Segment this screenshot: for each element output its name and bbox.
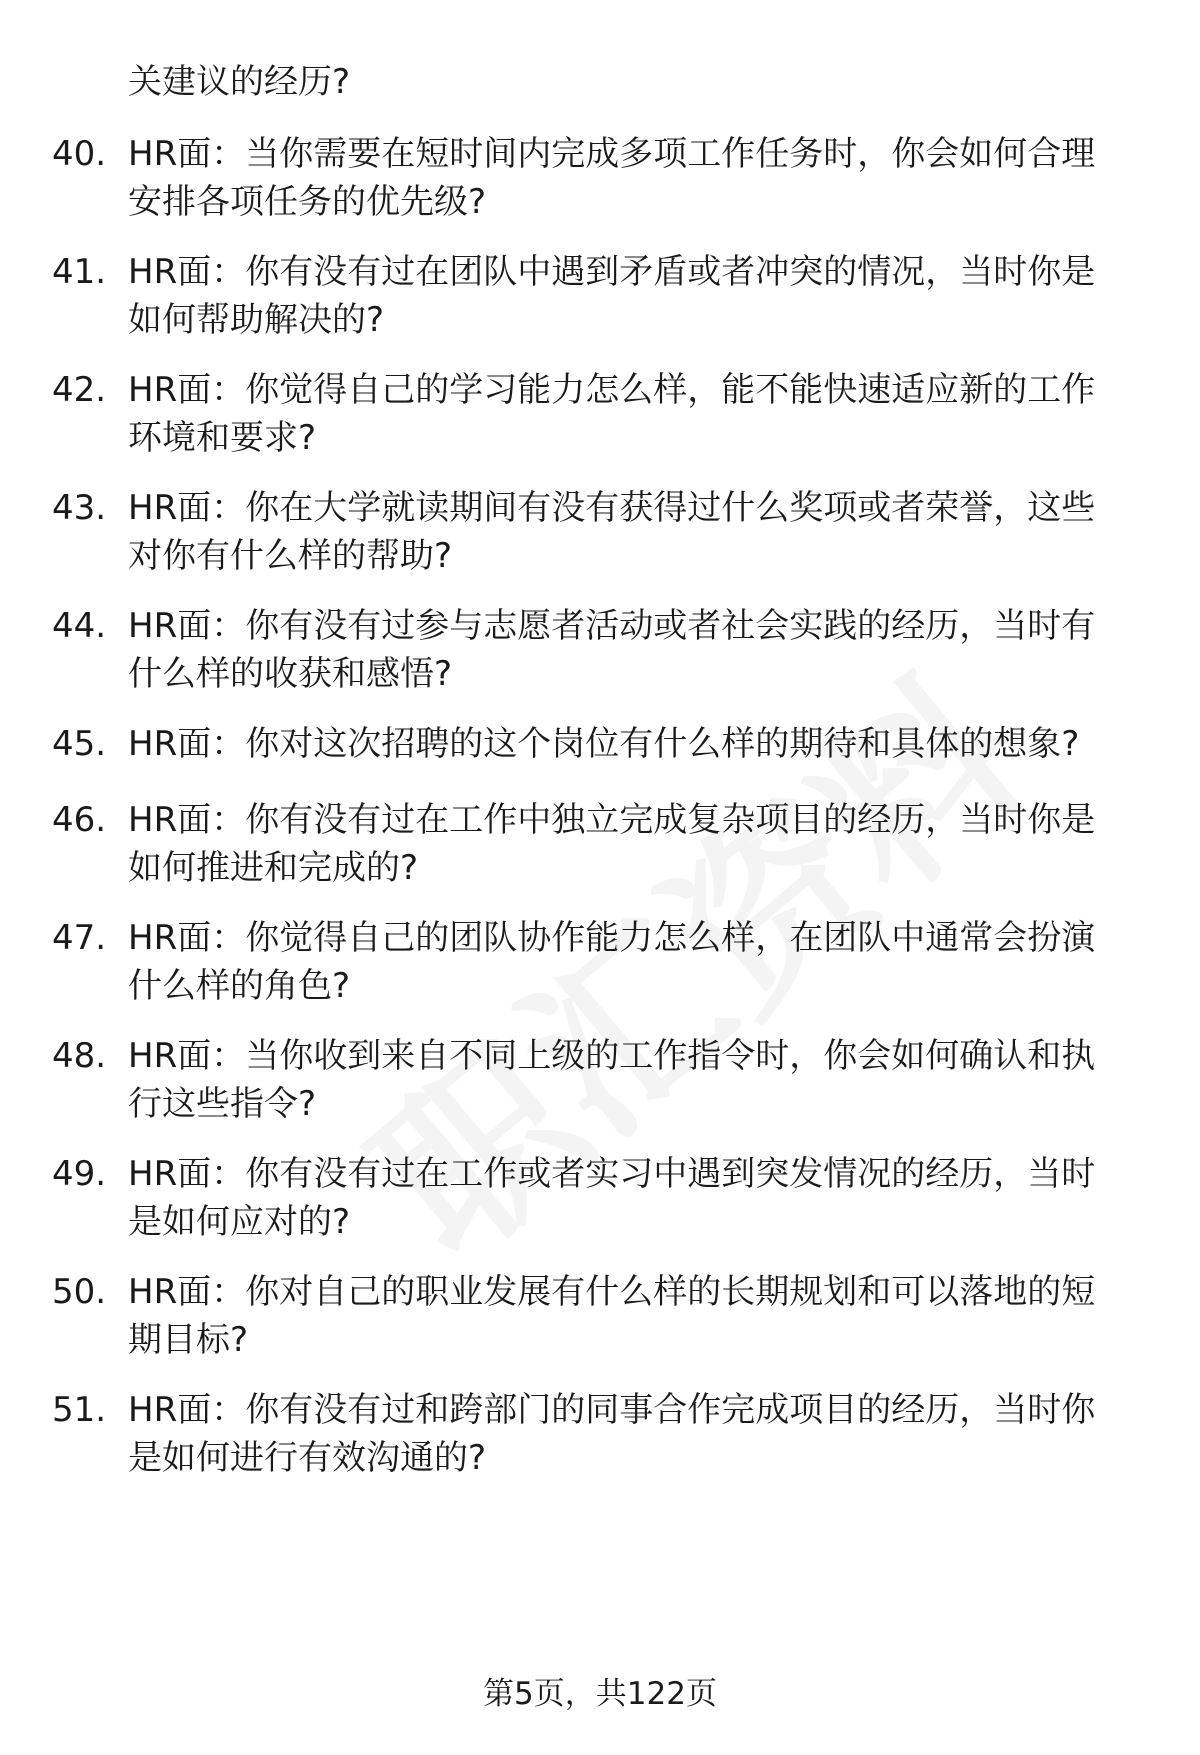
question-text [128,484,1158,580]
question-line: HR面：你对自己的职业发展有什么样的长期规划和可以落地的短 [128,1272,1096,1312]
question-line: HR面：你在大学就读期间有没有获得过什么奖项或者荣誉，这些 [128,488,1096,528]
question-text [128,1150,1158,1246]
question-line: 环境和要求? [128,418,317,458]
page-footer: 第5页，共122页 [483,1676,717,1712]
question-line: HR面：你有没有过参与志愿者活动或者社会实践的经历，当时有 [128,606,1096,646]
question-text [128,720,1158,768]
question-text [128,914,1158,1010]
question-line: 什么样的收获和感悟? [128,654,453,694]
question-number: 42. [52,370,107,410]
question-text [128,1032,1158,1128]
question-line: HR面：你觉得自己的团队协作能力怎么样，在团队中通常会扮演 [128,918,1096,958]
question-number: 49. [52,1154,107,1194]
question-number: 48. [52,1036,107,1076]
question-line: HR面：当你需要在短时间内完成多项工作任务时，你会如何合理 [128,134,1096,174]
question-line: HR面：你觉得自己的学习能力怎么样，能不能快速适应新的工作 [128,370,1096,410]
question-line: 期目标? [128,1320,249,1360]
question-line: 如何帮助解决的? [128,300,385,340]
question-line: 行这些指令? [128,1084,317,1124]
continued-question-text: 关建议的经历? [128,62,351,102]
question-text [128,248,1158,344]
question-text [128,366,1158,462]
question-line: 对你有什么样的帮助? [128,536,453,576]
question-number: 40. [52,134,107,174]
question-text [128,602,1158,698]
question-number: 47. [52,918,107,958]
question-line: HR面：你有没有过在团队中遇到矛盾或者冲突的情况，当时你是 [128,252,1096,292]
question-line: 安排各项任务的优先级? [128,182,487,222]
question-number: 43. [52,488,107,528]
question-line: HR面：你有没有过在工作中独立完成复杂项目的经历，当时你是 [128,800,1096,840]
question-text [128,796,1158,892]
question-line: 是如何应对的? [128,1202,351,1242]
question-line: HR面：当你收到来自不同上级的工作指令时，你会如何确认和执 [128,1036,1096,1076]
question-number: 46. [52,800,107,840]
question-line: HR面：你有没有过和跨部门的同事合作完成项目的经历，当时你 [128,1390,1096,1430]
question-line: HR面：你对这次招聘的这个岗位有什么样的期待和具体的想象? [128,724,1080,764]
question-line: 如何推进和完成的? [128,848,419,888]
question-text [128,130,1158,226]
question-number: 45. [52,724,107,764]
question-number: 50. [52,1272,107,1312]
question-number: 41. [52,252,107,292]
question-line: 是如何进行有效沟通的? [128,1438,487,1478]
question-text [128,1386,1158,1482]
question-number: 44. [52,606,107,646]
question-number: 51. [52,1390,107,1430]
question-text [128,1268,1158,1364]
question-line: 什么样的角色? [128,966,351,1006]
question-line: HR面：你有没有过在工作或者实习中遇到突发情况的经历，当时 [128,1154,1096,1194]
